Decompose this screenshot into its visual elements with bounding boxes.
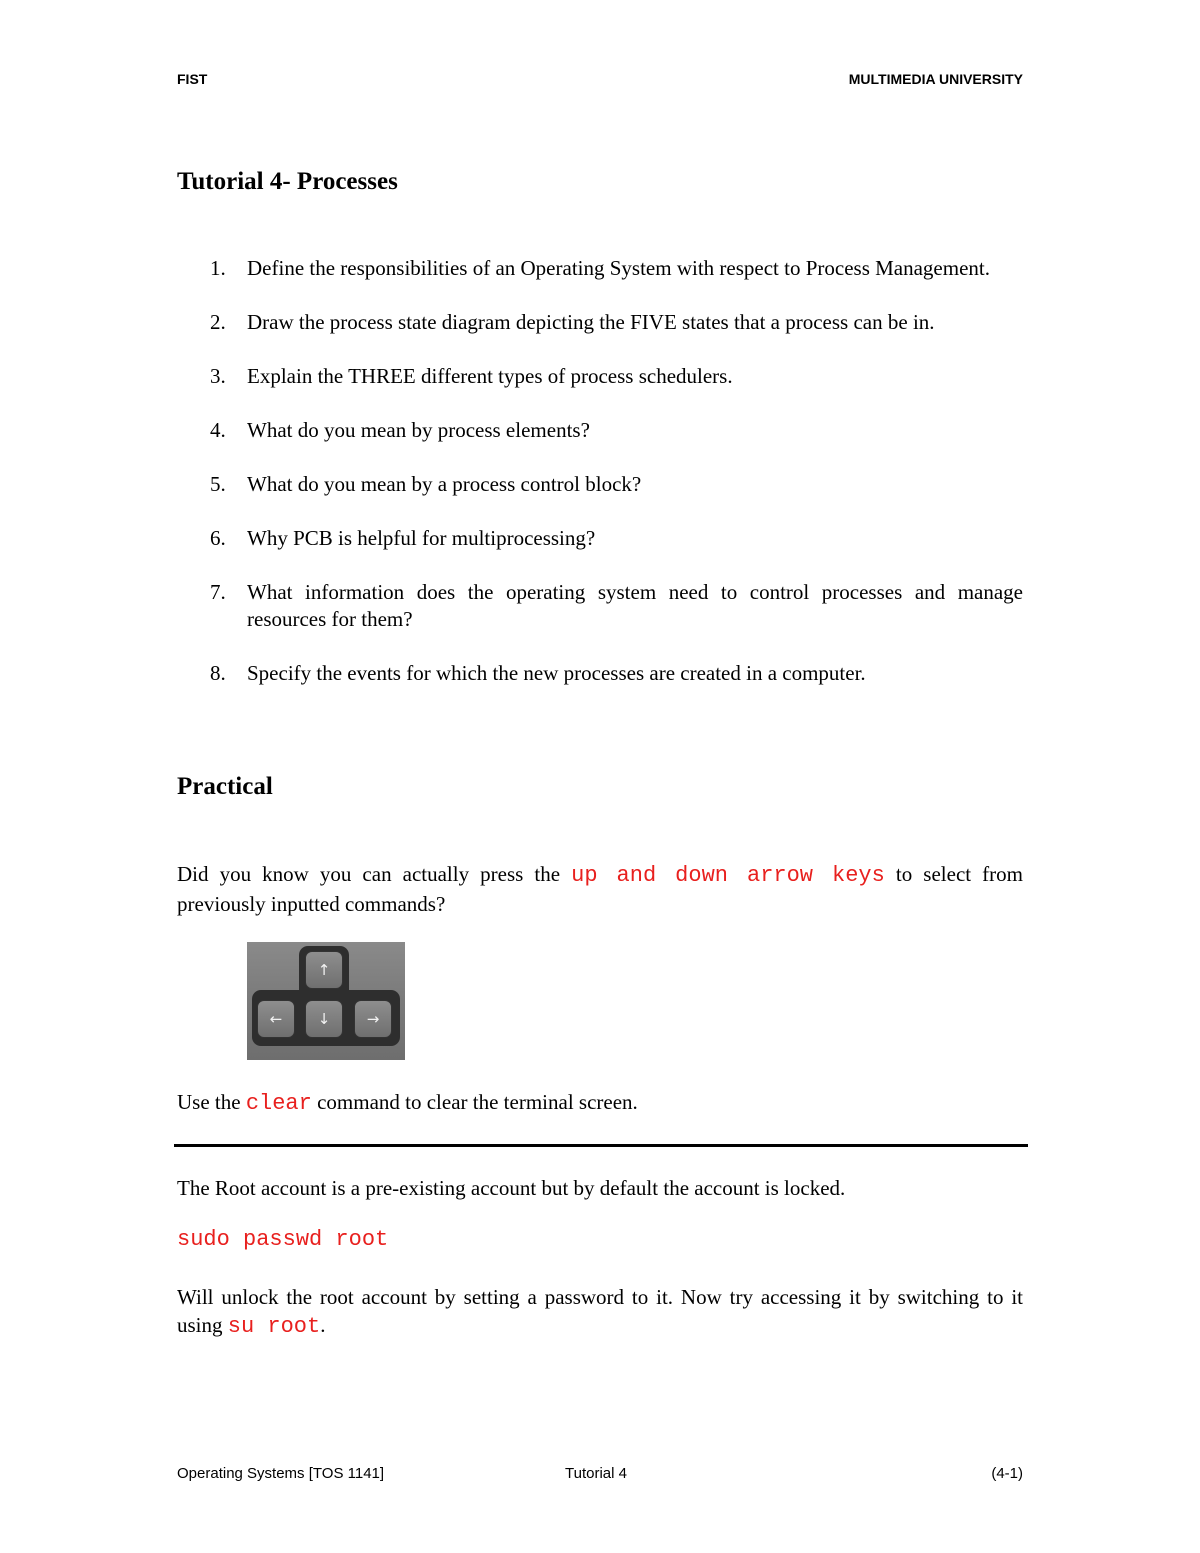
clear-code: clear [245,1091,312,1116]
question-text: Specify the events for which the new processes are created in a computer. [247,661,866,685]
question-text: Draw the process state diagram depicting the FIVE states that a process can be in. [247,310,935,334]
su-root-code: su root [227,1314,321,1339]
question-item [177,579,1023,633]
left-arrow-icon: ← [257,1000,295,1038]
question-text: Why PCB is helpful for multiprocessing? [247,526,596,550]
question-item [177,255,1023,282]
right-arrow-icon: → [354,1000,392,1038]
up-arrow-icon: ↑ [305,951,343,989]
question-item [177,471,1023,498]
question-item [177,660,1023,687]
header-right: MULTIMEDIA UNIVERSITY [848,71,1023,87]
question-item [177,309,1023,336]
arrow-keys-code: up and down arrow keys [571,863,885,888]
unlock-paragraph [177,1283,1023,1341]
question-item [177,525,1023,552]
question-text: Explain the THREE different types of process schedulers. [247,364,733,388]
question-number: 4. [210,418,226,442]
question-number: 1. [210,256,226,280]
unlock-before: Will unlock the root account by setting a password to it. Now try accessing it by switching to it using [177,1285,1023,1337]
question-number: 5. [210,472,226,496]
question-item [177,417,1023,444]
footer-center: Tutorial 4 [565,1465,627,1482]
arrow-keys-image [247,942,405,1060]
horizontal-rule [174,1144,1028,1147]
question-number: 3. [210,364,226,388]
footer-right: (4-1) [991,1465,1023,1482]
root-intro: The Root account is a pre-existing account but by default the account is locked. [177,1176,846,1200]
question-text: What do you mean by a process control block? [247,472,642,496]
unlock-after: . [320,1313,326,1337]
question-text: What do you mean by process elements? [247,418,590,442]
root-command: sudo passwd root [177,1227,389,1252]
arrow-keys-tip [177,860,1023,918]
header-left: FIST [177,71,208,87]
arrow-tip-after: to select from previously inputted commands? [177,862,1023,916]
question-text: What information does the operating system need to control processes and manage resources for them? [247,580,1023,631]
clear-tip-after: command to clear the terminal screen. [311,1090,638,1114]
down-arrow-icon: ↓ [305,1000,343,1038]
question-number: 6. [210,526,226,550]
question-number: 7. [210,580,226,604]
question-list [177,255,1023,714]
question-number: 8. [210,661,226,685]
clear-tip [177,1088,1023,1118]
arrow-tip-before: Did you know you can actually press the [177,862,572,886]
page-title: Tutorial 4- Processes [177,168,398,195]
question-number: 2. [210,310,226,334]
clear-tip-before: Use the [177,1090,246,1114]
practical-heading: Practical [177,773,273,800]
question-text: Define the responsibilities of an Operating System with respect to Process Management. [247,256,990,280]
question-item [177,363,1023,390]
footer-left: Operating Systems [TOS 1141] [177,1465,385,1482]
